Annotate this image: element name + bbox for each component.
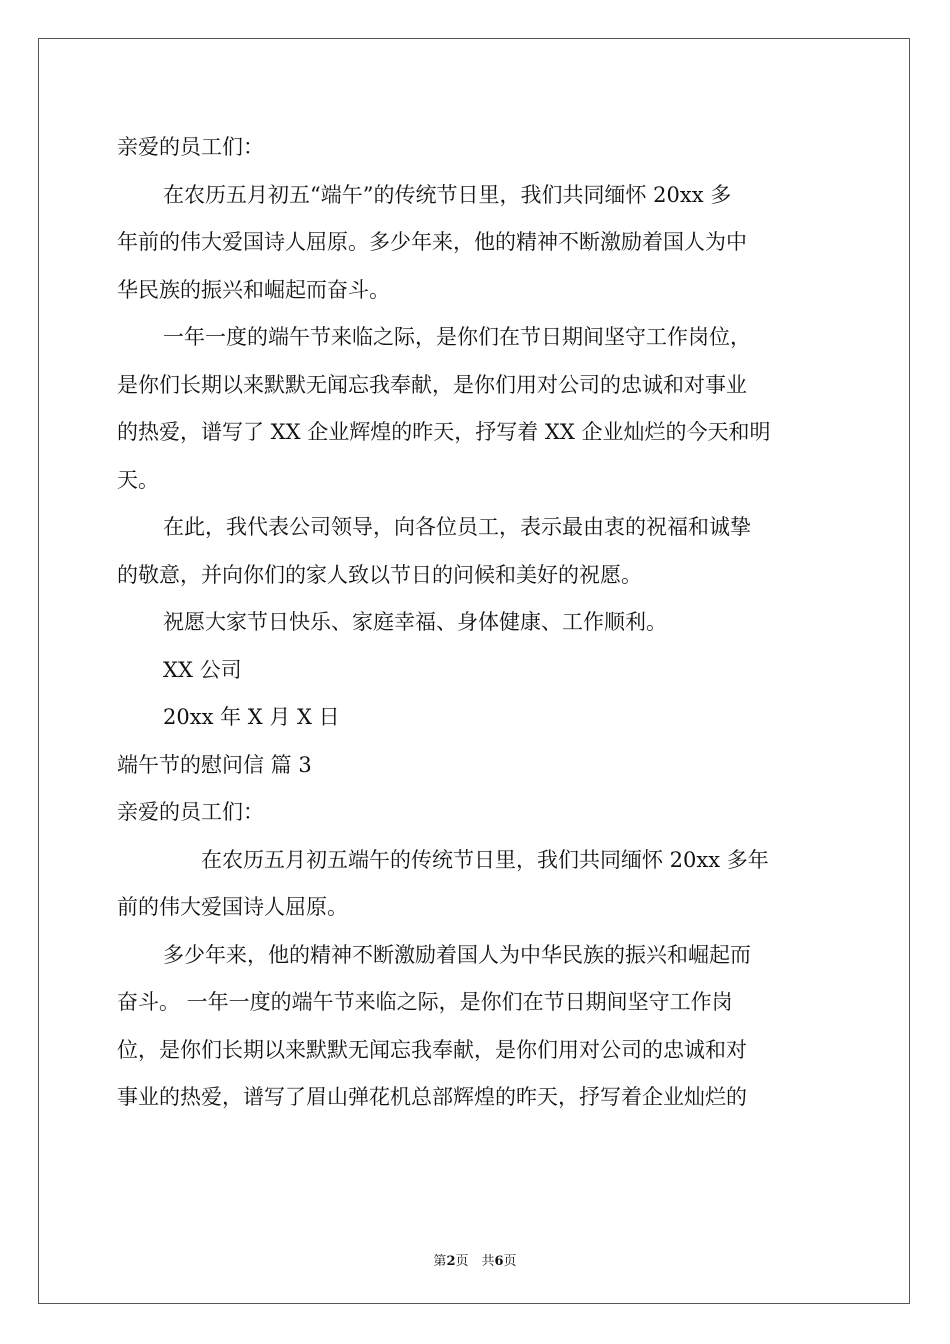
footer-page-suffix: 页: [503, 1254, 517, 1269]
text-line: 端午节的慰问信 篇 3: [117, 752, 312, 777]
text-line: 一年一度的端午节来临之际，是你们在节日期间坚守工作岗位，: [163, 325, 751, 349]
text-line: 20xx 年 X 月 X 日: [163, 705, 340, 729]
text-line: 亲爱的员工们：: [117, 135, 264, 159]
text-line: 年前的伟大爱国诗人屈原。多少年来，他的精神不断激励着国人为中: [117, 230, 747, 254]
footer-page-mid: 页 共: [455, 1254, 495, 1269]
text-line: 事业的热爱，谱写了眉山弹花机总部辉煌的昨天，抒写着企业灿烂的: [117, 1085, 747, 1109]
text-line: 奋斗。 一年一度的端午节来临之际，是你们在节日期间坚守工作岗: [117, 990, 733, 1014]
text-line: 是你们长期以来默默无闻忘我奉献，是你们用对公司的忠诚和对事业: [117, 372, 747, 397]
text-line: 在此，我代表公司领导，向各位员工，表示最由衷的祝福和诚挚: [163, 515, 751, 539]
text-line: 华民族的振兴和崛起而奋斗。: [117, 277, 390, 302]
page-footer: [0, 1250, 950, 1269]
text-line: 在农历五月初五“端午”的传统节日里，我们共同缅怀 20xx 多: [163, 182, 732, 207]
text-line: 天。: [117, 467, 159, 492]
footer-page-total: 6: [494, 1254, 504, 1269]
text-line: 位，是你们长期以来默默无闻忘我奉献，是你们用对公司的忠诚和对: [117, 1037, 747, 1062]
footer-page-prefix: 第: [433, 1254, 447, 1269]
text-line: 在农历五月初五端午的传统节日里，我们共同缅怀 20xx 多年: [201, 847, 769, 872]
text-line: XX 公司: [163, 657, 242, 682]
text-line: 前的伟大爱国诗人屈原。: [117, 895, 348, 919]
text-line: 的热爱，谱写了 XX 企业辉煌的昨天，抒写着 XX 企业灿烂的今天和明: [117, 420, 771, 444]
text-line: 亲爱的员工们：: [117, 800, 264, 824]
document-body: [117, 124, 833, 1122]
text-line: 多少年来，他的精神不断激励着国人为中华民族的振兴和崛起而: [163, 942, 751, 967]
text-line: 的敬意，并向你们的家人致以节日的问候和美好的祝愿。: [117, 562, 642, 587]
footer-page-current: 2: [446, 1254, 456, 1269]
text-line: 祝愿大家节日快乐、家庭幸福、身体健康、工作顺利。: [163, 610, 667, 634]
